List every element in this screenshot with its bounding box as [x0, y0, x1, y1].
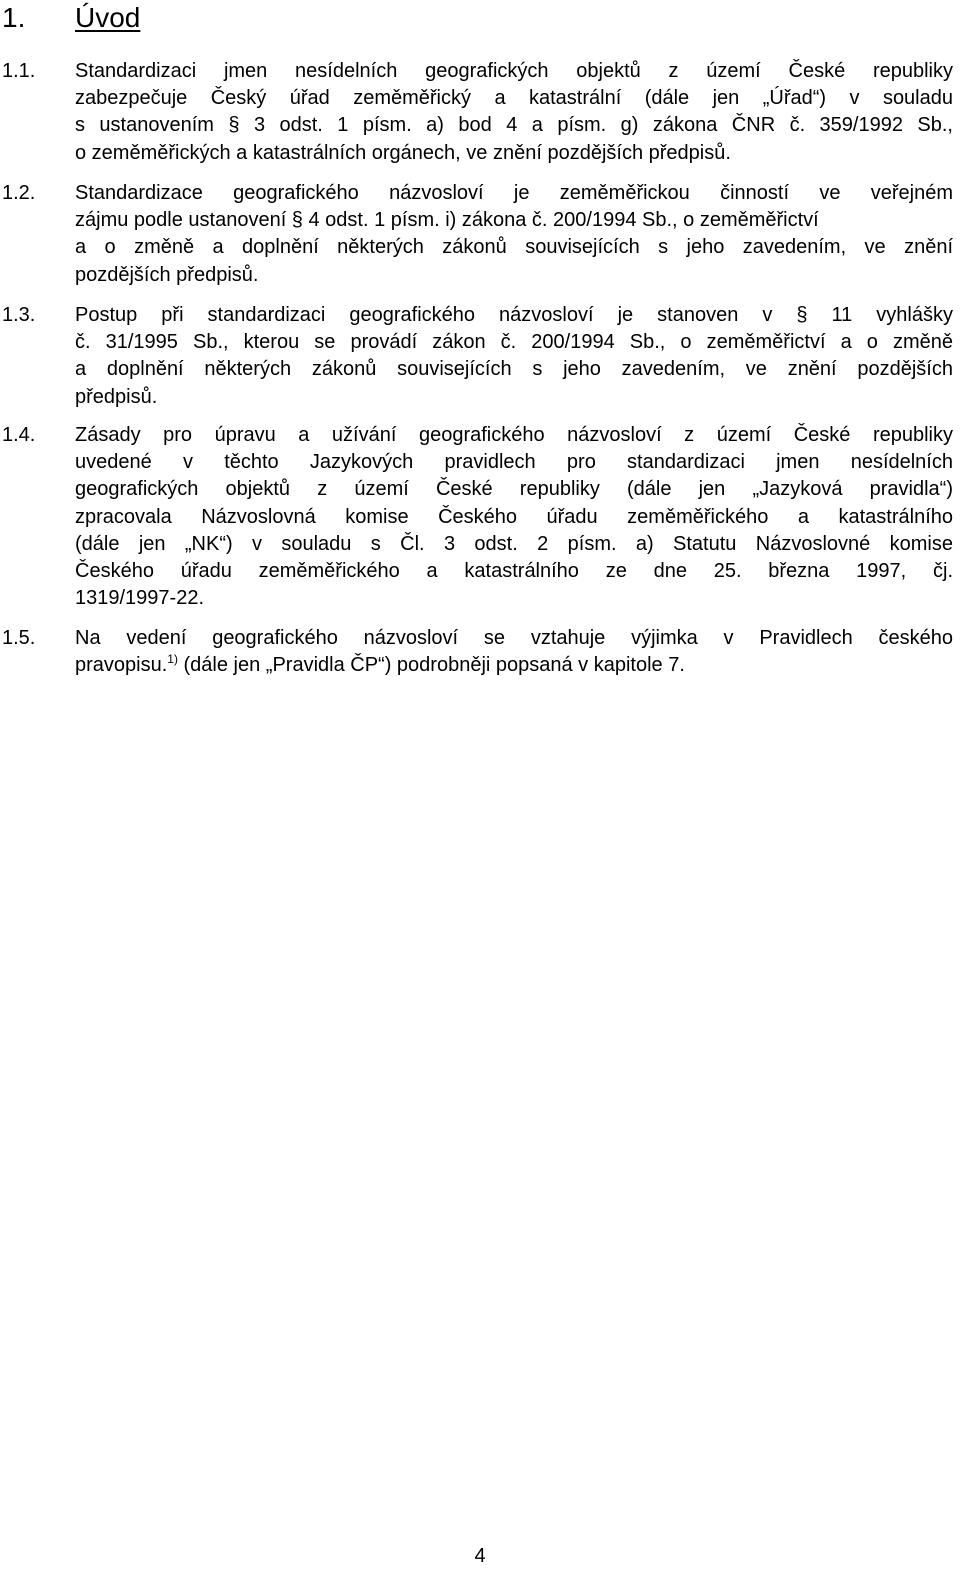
paragraph-text — [75, 302, 953, 411]
text-line: 1319/1997-22. — [75, 587, 205, 610]
text-line: zpracovala Názvoslovná komise Českého úřadu zeměměřického a katastrálního — [75, 505, 953, 528]
text-line: Standardizaci jmen nesídelních geografických objektů z území České republiky — [75, 60, 953, 82]
paragraph-number: 1.1. — [2, 60, 36, 82]
text-line: Standardizace geografického názvosloví je zeměměřickou činností ve veřejném — [75, 182, 953, 204]
paragraph-number: 1.2. — [2, 182, 36, 204]
text-line: pozdějších předpisů. — [75, 263, 259, 286]
paragraph-text — [75, 58, 953, 167]
text-line: uvedené v těchto Jazykových pravidlech pro standardizaci jmen nesídelních — [75, 451, 953, 474]
text-line: a o změně a doplnění některých zákonů souvisejících s jeho zavedením, ve znění — [75, 236, 953, 259]
paragraph-number: 1.3. — [2, 304, 36, 326]
paragraph-number: 1.5. — [2, 627, 36, 649]
page-number: 4 — [474, 1545, 486, 1567]
text-line: a doplnění některých zákonů souvisejících s jeho zavedením, ve znění pozdějších — [75, 358, 953, 381]
text-line: geografických objektů z území České republiky (dále jen „Jazyková pravidla“) — [75, 478, 953, 501]
section-number: 1. — [2, 2, 26, 33]
paragraph-text — [75, 180, 953, 289]
text-line: (dále jen „NK“) v souladu s Čl. 3 odst. 2 písm. a) Statutu Názvoslovné komise — [75, 532, 953, 555]
text-line: zájmu podle ustanovení § 4 odst. 1 písm. i) zákona č. 200/1994 Sb., o zeměměřictví — [75, 209, 819, 232]
paragraph-text — [75, 625, 953, 679]
text-fragment: pravopisu. — [75, 654, 168, 677]
text-line-with-footnote — [75, 652, 953, 679]
paragraph-number: 1.4. — [2, 424, 36, 446]
text-line: Postup při standardizaci geografického názvosloví je stanoven v § 11 vyhlášky — [75, 304, 953, 326]
text-line: o zeměměřických a katastrálních orgánech, ve znění pozdějších předpisů. — [75, 141, 731, 164]
text-line: Na vedení geografického názvosloví se vztahuje výjimka v Pravidlech českého — [75, 627, 953, 649]
paragraph-text — [75, 422, 953, 612]
text-line: s ustanovením § 3 odst. 1 písm. a) bod 4 a písm. g) zákona ČNR č. 359/1992 Sb., — [75, 114, 953, 137]
text-line: č. 31/1995 Sb., kterou se provádí zákon č. 200/1994 Sb., o zeměměřictví a o změně — [75, 331, 953, 354]
text-line: Zásady pro úpravu a užívání geografického názvosloví z území České republiky — [75, 424, 953, 446]
text-line: předpisů. — [75, 385, 158, 408]
footnote-reference[interactable]: 1) — [167, 652, 178, 667]
text-line: Českého úřadu zeměměřického a katastrálního ze dne 25. března 1997, čj. — [75, 560, 953, 583]
section-title: Úvod — [75, 2, 141, 33]
text-line: zabezpečuje Český úřad zeměměřický a katastrální (dále jen „Úřad“) v souladu — [75, 87, 953, 110]
text-fragment: (dále jen „Pravidla ČP“) podrobněji popsaná v kapitole 7. — [177, 654, 685, 677]
